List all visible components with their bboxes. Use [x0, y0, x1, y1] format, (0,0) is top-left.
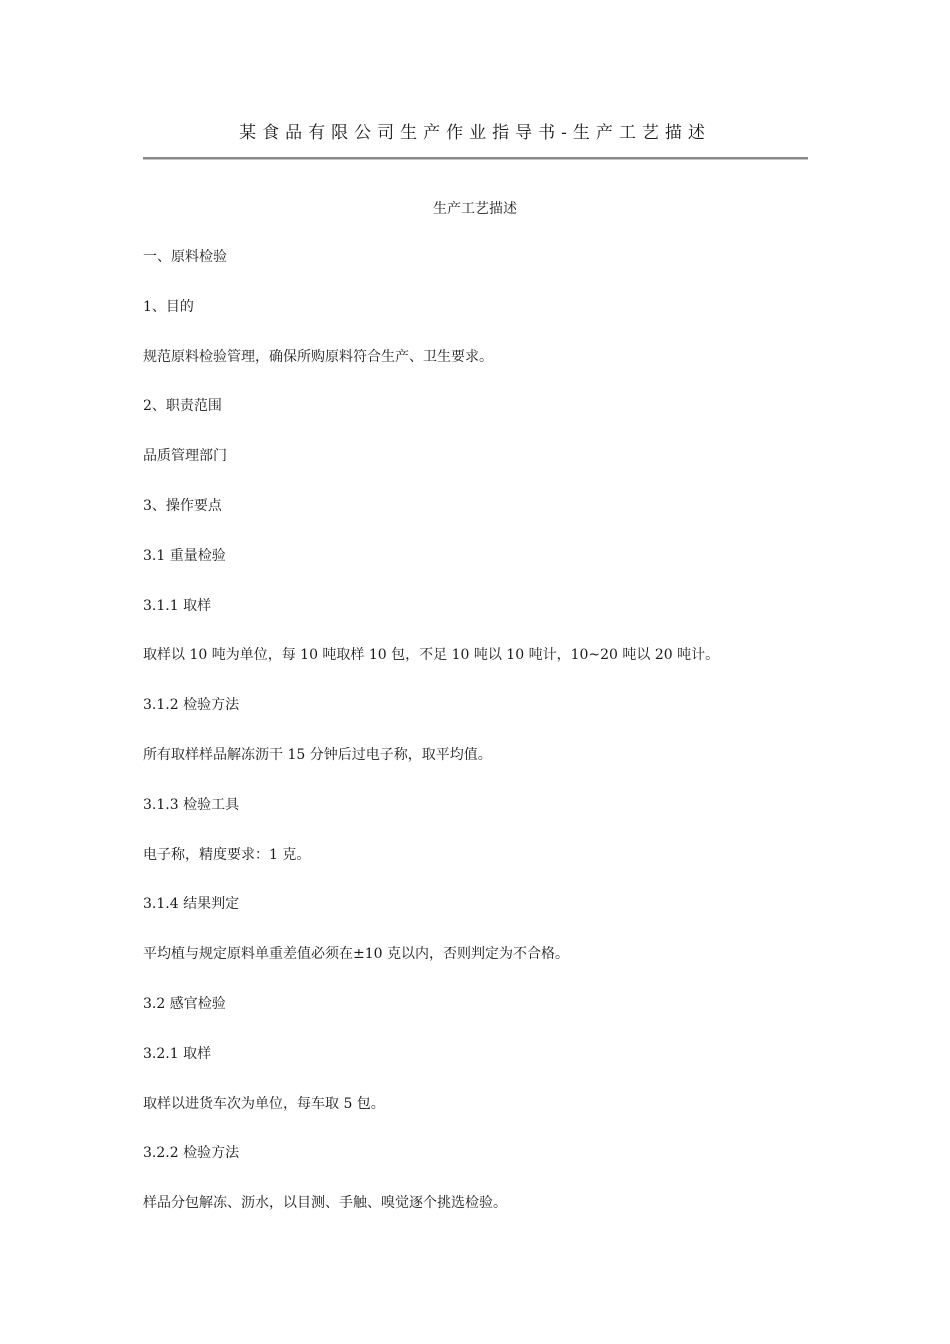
paragraph: 平均植与规定原料单重差值必须在±10 克以内，否则判定为不合格。 [143, 946, 569, 963]
paragraph: 取样以进货车次为单位，每车取 5 包。 [143, 1095, 385, 1112]
paragraph: 取样以 10 吨为单位，每 10 吨取样 10 包，不足 10 吨以 10 吨计，10~20 吨以 20 吨计。 [143, 647, 720, 664]
subsection-heading: 3.2.1 取样 [143, 1045, 212, 1062]
page-header-title: 某食品有限公司生产作业指导书-生产工艺描述 [239, 123, 711, 143]
document-title: 生产工艺描述 [433, 201, 517, 217]
header-divider [143, 157, 808, 160]
subsection-heading: 3.1.2 检验方法 [143, 697, 240, 714]
paragraph: 样品分包解冻、沥水，以目测、手触、嗅觉逐个挑选检验。 [143, 1195, 507, 1212]
subsection-heading: 3.2 感官检验 [143, 995, 226, 1012]
document-body [143, 247, 823, 1243]
subsection-heading: 3.2.2 检验方法 [143, 1145, 240, 1162]
subsection-heading: 3、操作要点 [143, 497, 222, 514]
subsection-heading: 3.1.1 取样 [143, 597, 212, 614]
subsection-heading: 2、职责范围 [143, 398, 222, 415]
section-heading: 一、原料检验 [143, 249, 227, 265]
subsection-heading: 3.1.3 检验工具 [143, 796, 240, 813]
paragraph: 规范原料检验管理，确保所购原料符合生产、卫生要求。 [143, 348, 493, 365]
subsection-heading: 1、目的 [143, 298, 194, 315]
paragraph: 所有取样样品解冻沥干 15 分钟后过电子称，取平均值。 [143, 746, 492, 763]
subsection-heading: 3.1.4 结果判定 [143, 896, 240, 913]
subsection-heading: 3.1 重量检验 [143, 547, 226, 564]
paragraph: 电子称，精度要求：1 克。 [143, 846, 311, 863]
paragraph: 品质管理部门 [143, 448, 227, 465]
